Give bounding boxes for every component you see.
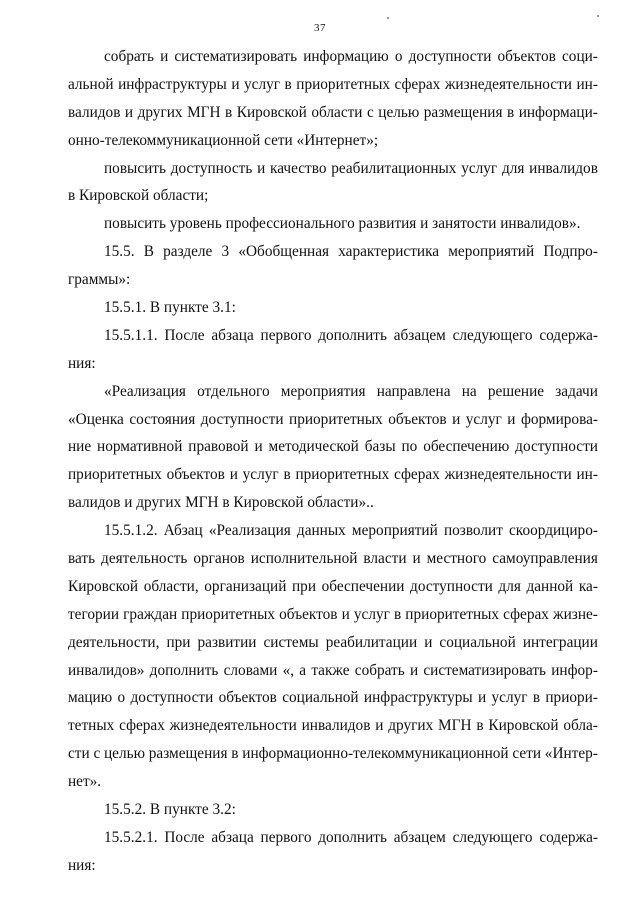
word: услуг: [242, 466, 279, 484]
text-line: [68, 852, 598, 880]
word: мероприятий: [448, 243, 535, 261]
text-line: [68, 461, 598, 489]
word: Кировской: [488, 717, 559, 735]
text-line: [68, 768, 598, 796]
word: первого: [260, 828, 312, 846]
text-line-content: граммы»:: [68, 271, 131, 289]
text-line: [68, 796, 598, 824]
word: обла-: [563, 717, 598, 735]
word: области: [311, 103, 363, 121]
word: и: [412, 550, 421, 568]
word: разделе: [163, 243, 213, 261]
word: собрать: [354, 661, 405, 679]
text-line: [68, 684, 598, 712]
word: информацию: [303, 48, 389, 65]
word: содержа-: [539, 326, 598, 344]
word: «Обобщенная: [238, 243, 330, 261]
word: инвалидов: [529, 159, 598, 177]
text-line-content: 15.5.2. В пункте 3.2:: [104, 801, 236, 819]
text-line: [68, 182, 598, 210]
word: «Реализация: [104, 382, 186, 400]
word: исполнительной: [250, 550, 358, 568]
word: и: [409, 661, 419, 679]
word: при: [166, 633, 191, 651]
text-line: [68, 322, 598, 350]
word: обеспечении: [321, 577, 405, 595]
word: информаци-: [518, 103, 598, 121]
word: доступности: [200, 410, 284, 428]
word: организаций: [204, 577, 287, 595]
word: объектов: [388, 410, 447, 428]
word: и: [424, 633, 433, 651]
word: сферах: [394, 466, 440, 484]
word: задачи: [555, 382, 598, 400]
word: для: [498, 577, 521, 595]
word: также: [311, 661, 350, 679]
word: характеристика: [338, 243, 440, 261]
word: первого: [260, 326, 312, 344]
text-line-content: 15.5.1. В пункте 3.1:: [104, 299, 236, 317]
word: После: [164, 828, 205, 846]
text-line-content: ния:: [68, 354, 96, 372]
word: и: [254, 438, 263, 456]
word: ние: [68, 438, 92, 456]
text-line: [68, 210, 598, 238]
word: «,: [282, 661, 295, 679]
word: о: [394, 48, 403, 65]
word: интеграции: [522, 633, 598, 651]
word: данной: [526, 577, 574, 595]
word: инфраструктуры: [363, 689, 473, 707]
word: и: [229, 466, 238, 484]
word: размещения: [423, 103, 503, 121]
word: систематизировать: [174, 48, 298, 65]
text-line: [68, 545, 598, 573]
word: 15.5.: [104, 243, 135, 261]
text-line: [68, 266, 598, 294]
word: в: [532, 689, 541, 707]
word: при: [291, 577, 317, 595]
word: инфор-: [551, 661, 598, 679]
word: дополнить: [318, 828, 387, 846]
word: дополнить: [149, 661, 219, 679]
scan-speck: [387, 17, 389, 19]
word: направлена: [376, 382, 451, 400]
word: сферах: [119, 717, 165, 735]
word: соци-: [562, 48, 598, 65]
word: правовой: [188, 438, 249, 456]
word: 3: [221, 243, 230, 261]
text-line-content: повысить уровень профессионального развития и занятости инвалидов».: [104, 215, 581, 233]
word: в: [393, 605, 402, 623]
word: реабилитации: [325, 633, 418, 651]
word: приоритетных: [296, 75, 391, 93]
word: социальной: [282, 689, 359, 707]
text-line-content: валидов и других МГН в Кировской области»..: [68, 494, 374, 512]
word: формирова-: [520, 410, 598, 428]
text-line: [68, 517, 598, 545]
word: мацию: [68, 689, 113, 707]
word: о: [117, 689, 126, 707]
word: в: [506, 103, 515, 121]
word: жизне-: [553, 605, 598, 623]
word: других: [137, 103, 183, 121]
page-number: 37: [314, 22, 326, 34]
word: словами: [223, 661, 278, 679]
text-line-content: нет».: [68, 773, 102, 791]
word: и: [160, 48, 169, 65]
text-line-content: онно-телекоммуникационной сети «Интернет»;: [68, 131, 379, 149]
word: доступность: [170, 159, 253, 177]
word: 15.5.1.1.: [104, 326, 158, 344]
word: жизнедеятельности: [444, 466, 572, 484]
text-line: [68, 433, 598, 461]
word: тегории: [68, 605, 120, 623]
word: методической: [268, 438, 359, 456]
word: мероприятий: [351, 522, 438, 540]
word: органов: [193, 550, 245, 568]
word: В: [143, 243, 154, 261]
word: размещения: [148, 745, 228, 763]
word: инвалидов: [301, 717, 371, 735]
word: в: [476, 717, 484, 735]
word: сти: [68, 745, 90, 763]
word: объектов: [166, 466, 225, 484]
word: данных: [296, 522, 346, 540]
word: абзаца: [211, 326, 254, 344]
word: абзацем: [393, 828, 446, 846]
word: жизнедеятельности: [444, 75, 572, 93]
word: сети: [512, 745, 542, 763]
word: на: [461, 382, 477, 400]
word: целью: [378, 103, 420, 121]
word: следующего: [452, 326, 533, 344]
text-line: [68, 657, 598, 685]
word: и: [375, 717, 384, 735]
word: области,: [143, 577, 199, 595]
text-line: [68, 573, 598, 601]
word: и: [341, 605, 350, 623]
text-line: [68, 406, 598, 434]
word: по: [401, 438, 418, 456]
word: отдельного: [197, 382, 270, 400]
body-text: [68, 43, 598, 880]
text-line: [68, 127, 598, 155]
word: услуг: [465, 410, 502, 428]
word: абзацем: [393, 326, 446, 344]
word: Кировской: [68, 577, 139, 595]
text-line: [68, 824, 598, 852]
word: ин-: [576, 75, 598, 93]
word: и: [257, 159, 266, 177]
word: обеспечению: [423, 438, 510, 456]
word: развитии: [197, 633, 257, 651]
word: объектов: [497, 48, 556, 65]
word: «Интер-: [544, 745, 598, 763]
word: доступности: [130, 689, 214, 707]
text-line: [68, 350, 598, 378]
word: доступности: [515, 438, 598, 456]
word: жизнедеятельности: [169, 717, 297, 735]
word: 15.5.1.2.: [104, 522, 158, 540]
scan-speck: [597, 15, 599, 17]
text-line: [68, 378, 598, 406]
word: скоордициро-: [509, 522, 598, 540]
word: базы: [364, 438, 396, 456]
text-line: [68, 489, 598, 517]
text-line-content: в Кировской области;: [68, 187, 209, 205]
word: власти: [363, 550, 407, 568]
word: приоритетных: [289, 410, 383, 428]
word: граждан: [123, 605, 178, 623]
word: «Реализация: [208, 522, 291, 540]
word: в: [283, 466, 291, 484]
word: приоритетных: [68, 466, 162, 484]
word: доступности: [410, 577, 493, 595]
word: инвалидов»: [68, 661, 145, 679]
word: деятельности,: [68, 633, 160, 651]
word: нормативной: [97, 438, 183, 456]
word: приоритетных: [405, 605, 500, 623]
word: целью: [104, 745, 146, 763]
word: деятельность: [101, 550, 188, 568]
word: альной: [68, 75, 114, 93]
word: самоуправления: [492, 550, 598, 568]
word: услуг: [491, 689, 528, 707]
word: следующего: [452, 828, 533, 846]
word: и: [478, 689, 487, 707]
text-line: [68, 71, 598, 99]
word: услуг: [461, 159, 498, 177]
word: После: [164, 326, 205, 344]
word: инфраструктуры: [118, 75, 227, 93]
word: для: [501, 159, 525, 177]
word: с: [93, 745, 101, 763]
word: системы: [263, 633, 319, 651]
word: и: [231, 75, 240, 93]
word: ин-: [576, 466, 598, 484]
word: приоритетных: [181, 605, 276, 623]
text-line: [68, 629, 598, 657]
word: позволит: [443, 522, 503, 540]
word: ка-: [578, 577, 598, 595]
word: услуг: [244, 75, 281, 93]
word: реабилитационных: [331, 159, 457, 177]
word: содержа-: [539, 828, 598, 846]
word: объектов: [279, 605, 338, 623]
word: Кировской: [236, 103, 307, 121]
word: приори-: [545, 689, 598, 707]
word: объектов: [218, 689, 277, 707]
word: местного: [426, 550, 487, 568]
word: доступности: [408, 48, 492, 65]
word: абзаца: [211, 828, 254, 846]
word: МГН: [438, 717, 472, 735]
word: тетных: [68, 717, 115, 735]
word: сферах: [503, 605, 549, 623]
word: дополнить: [318, 326, 387, 344]
text-line-content: ния:: [68, 856, 96, 874]
word: качество: [270, 159, 327, 177]
word: мероприятия: [280, 382, 366, 400]
word: с: [366, 103, 374, 121]
word: систематизировать: [423, 661, 547, 679]
word: приоритетных: [295, 466, 390, 484]
word: а: [299, 661, 307, 679]
word: повысить: [104, 159, 166, 177]
word: «Оценка: [68, 410, 124, 428]
word: вать: [68, 550, 96, 568]
word: других: [388, 717, 434, 735]
text-line: [68, 740, 598, 768]
word: 15.5.2.1.: [104, 828, 158, 846]
text-line: [68, 155, 598, 183]
text-line: [68, 99, 598, 127]
word: МГН: [187, 103, 221, 121]
word: в: [284, 75, 292, 93]
word: Подпро-: [543, 243, 598, 261]
text-line: [68, 601, 598, 629]
word: сферах: [394, 75, 441, 93]
word: собрать: [104, 48, 154, 65]
word: и: [507, 410, 516, 428]
text-line: [68, 294, 598, 322]
word: в: [225, 103, 233, 121]
word: валидов: [68, 103, 121, 121]
text-line: [68, 712, 598, 740]
word: в: [231, 745, 239, 763]
word: социальной: [439, 633, 516, 651]
word: информационно-телекоммуникационной: [242, 745, 509, 763]
word: состояния: [129, 410, 196, 428]
word: услуг: [353, 605, 390, 623]
text-line: [68, 43, 598, 71]
word: и: [124, 103, 134, 121]
word: решение: [487, 382, 545, 400]
text-line: [68, 238, 598, 266]
word: и: [452, 410, 461, 428]
word: Абзац: [163, 522, 203, 540]
